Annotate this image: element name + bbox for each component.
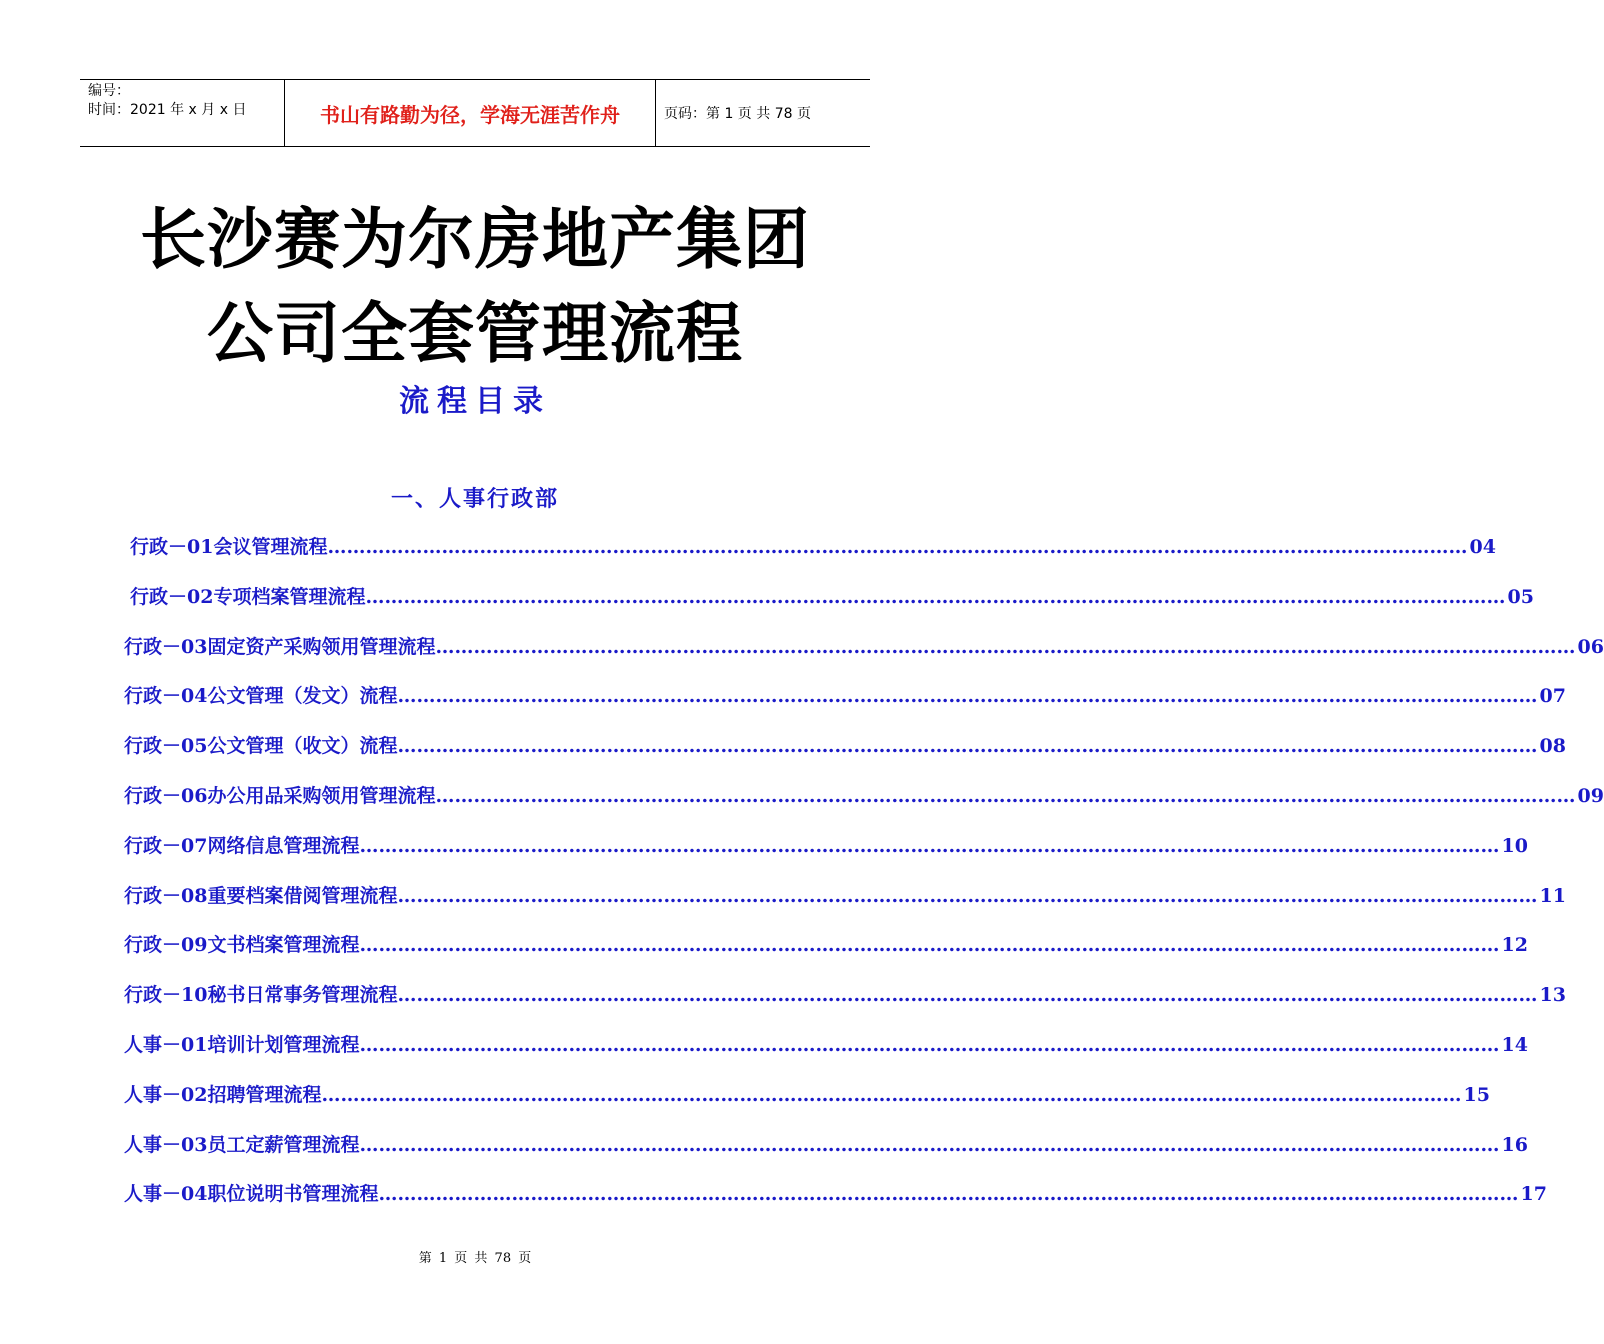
- toc-leader-dots: ………………………………………………………………………………………………………………………………………………………………: [378, 1183, 1519, 1206]
- toc-title: 办公用品采购领用管理流程: [207, 785, 436, 807]
- toc-page-number: 08: [1539, 735, 1566, 758]
- toc-page-number: 10: [1501, 834, 1528, 857]
- toc-title: 秘书日常事务管理流程: [207, 984, 398, 1007]
- document-title-line-2: 公司全套管理流程: [207, 295, 743, 372]
- toc-title: 员工定薪管理流程: [207, 1133, 360, 1156]
- toc-code: 行政－09: [124, 934, 208, 957]
- toc-code: 行政－03: [124, 635, 208, 658]
- toc-code: 行政－01: [130, 536, 214, 558]
- document-number-label: 编号：: [88, 83, 130, 99]
- toc-code: 人事－03: [124, 1133, 208, 1156]
- toc-title: 公文管理（发文）流程: [207, 685, 398, 708]
- toc-code: 人事－04: [124, 1183, 208, 1206]
- toc-code: 人事－02: [124, 1083, 208, 1106]
- document-title-line-1: 长沙赛为尔房地产集团: [140, 201, 810, 278]
- toc-row[interactable]: [124, 1179, 1547, 1209]
- toc-title: 培训计划管理流程: [207, 1034, 360, 1056]
- toc-page-number: 09: [1577, 785, 1604, 807]
- toc-page-number: 17: [1520, 1183, 1547, 1206]
- toc-row[interactable]: [124, 831, 1528, 861]
- section-heading: 一、人事行政部: [390, 486, 559, 512]
- toc-title: 重要档案借阅管理流程: [207, 884, 398, 907]
- toc-page-number: 13: [1539, 984, 1566, 1007]
- toc-row[interactable]: [124, 781, 1604, 811]
- toc-code: 行政－05: [124, 735, 208, 758]
- toc-row[interactable]: [124, 731, 1566, 761]
- toc-code: 行政－07: [124, 834, 208, 857]
- toc-leader-dots: ………………………………………………………………………………………………………………………………………………………………: [397, 984, 1538, 1007]
- document-time-label: 时间：2021 年 x 月 x 日: [88, 102, 247, 118]
- toc-page-number: 06: [1577, 635, 1604, 658]
- page-header: [80, 79, 870, 147]
- toc-title: 固定资产采购领用管理流程: [207, 635, 436, 658]
- toc-leader-dots: ………………………………………………………………………………………………………………………………………………………………: [365, 585, 1506, 608]
- toc-leader-dots: ………………………………………………………………………………………………………………………………………………………………: [321, 1083, 1462, 1106]
- toc-page-number: 11: [1539, 884, 1566, 907]
- toc-leader-dots: ………………………………………………………………………………………………………………………………………………………………: [435, 635, 1576, 658]
- toc-leader-dots: ………………………………………………………………………………………………………………………………………………………………: [435, 785, 1576, 807]
- toc-page-number: 07: [1539, 685, 1566, 708]
- toc-leader-dots: ………………………………………………………………………………………………………………………………………………………………: [359, 934, 1500, 957]
- toc-leader-dots: ………………………………………………………………………………………………………………………………………………………………: [327, 536, 1468, 558]
- toc-title: 公文管理（收文）流程: [207, 735, 398, 758]
- toc-leader-dots: ………………………………………………………………………………………………………………………………………………………………: [397, 685, 1538, 708]
- toc-leader-dots: ………………………………………………………………………………………………………………………………………………………………: [359, 1034, 1500, 1056]
- page-footer: 第 1 页 共 78 页: [418, 1251, 532, 1266]
- toc-page-number: 04: [1469, 536, 1496, 558]
- toc-row[interactable]: [124, 681, 1566, 711]
- header-meta: [80, 80, 284, 146]
- toc-title: 招聘管理流程: [207, 1083, 322, 1106]
- toc-title: 文书档案管理流程: [207, 934, 360, 957]
- toc-title: 网络信息管理流程: [207, 834, 360, 857]
- toc-leader-dots: ………………………………………………………………………………………………………………………………………………………………: [397, 735, 1538, 758]
- toc-leader-dots: ………………………………………………………………………………………………………………………………………………………………: [359, 834, 1500, 857]
- toc-code: 行政－04: [124, 685, 208, 708]
- toc-leader-dots: ………………………………………………………………………………………………………………………………………………………………: [397, 884, 1538, 907]
- toc-page-number: 14: [1501, 1034, 1528, 1056]
- toc-row[interactable]: [124, 1080, 1490, 1110]
- toc-row[interactable]: [124, 881, 1566, 911]
- toc-row[interactable]: [130, 532, 1496, 562]
- toc-code: 行政－08: [124, 884, 208, 907]
- toc-title: 专项档案管理流程: [213, 585, 366, 608]
- toc-title: 会议管理流程: [213, 536, 328, 558]
- toc-row[interactable]: [124, 1130, 1528, 1160]
- toc-row[interactable]: [130, 582, 1534, 612]
- toc-page-number: 16: [1501, 1133, 1528, 1156]
- header-page-label: 页码：第 1 页 共 78 页: [664, 106, 811, 122]
- toc-row[interactable]: [124, 930, 1528, 960]
- toc-code: 行政－06: [124, 785, 208, 807]
- toc-code: 行政－02: [130, 585, 214, 608]
- toc-row[interactable]: [124, 1030, 1528, 1060]
- toc-row[interactable]: [124, 632, 1604, 662]
- toc-title: 职位说明书管理流程: [207, 1183, 379, 1206]
- toc-row[interactable]: [124, 980, 1566, 1010]
- toc-subtitle: 流程目录: [399, 384, 551, 419]
- toc-code: 行政－10: [124, 984, 208, 1007]
- toc-page-number: 15: [1463, 1083, 1490, 1106]
- toc-page-number: 05: [1507, 585, 1534, 608]
- toc-leader-dots: ………………………………………………………………………………………………………………………………………………………………: [359, 1133, 1500, 1156]
- toc-page-number: 12: [1501, 934, 1528, 957]
- toc-code: 人事－01: [124, 1034, 208, 1056]
- header-motto: 书山有路勤为径，学海无涯苦作舟: [284, 80, 656, 146]
